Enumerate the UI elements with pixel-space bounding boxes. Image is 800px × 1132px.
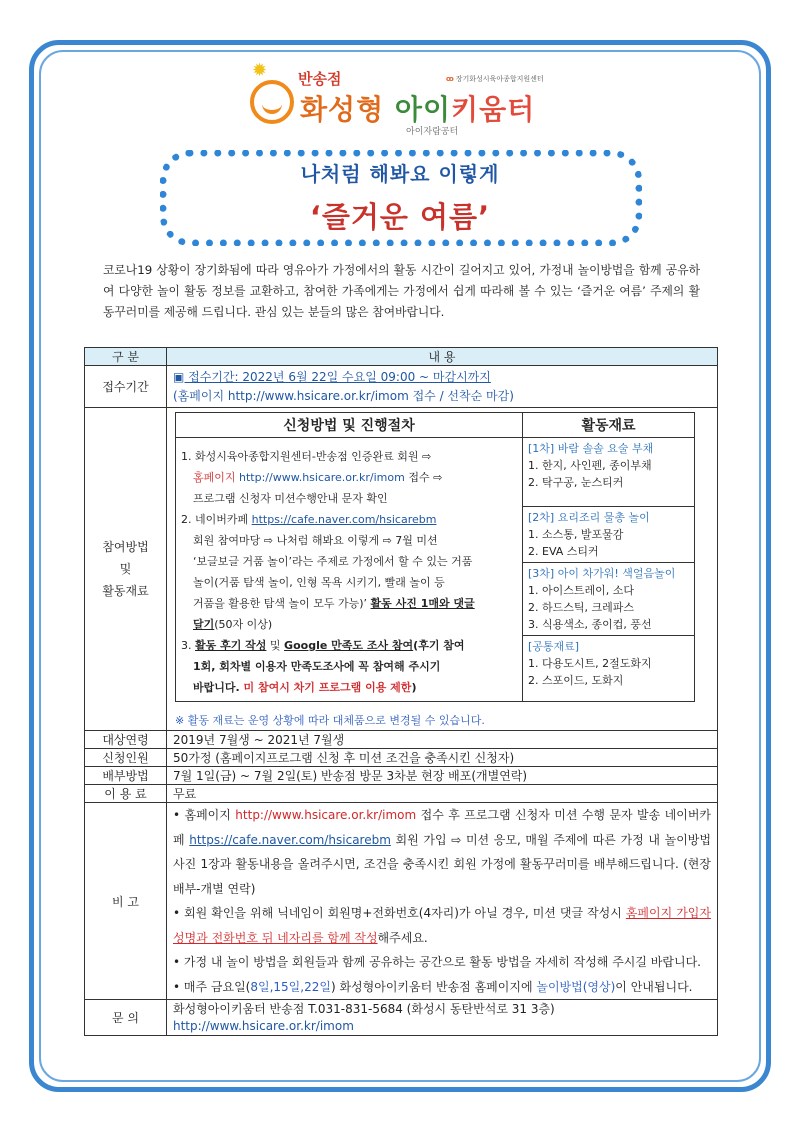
logo-branch: 반송점 xyxy=(298,70,342,88)
center-mark-icon: ꝏ xyxy=(446,75,454,83)
header-content: 내 용 xyxy=(167,348,718,366)
reception-method: (홈페이지 http://www.hsicare.or.kr/imom 접수 / 선착순 마감) xyxy=(173,388,514,403)
reception-row xyxy=(85,366,718,408)
materials-1: [1차] 바람 솔솔 요술 부채 1. 한지, 사인펜, 종이부채 2. 탁구공, 눈스티커 xyxy=(523,438,695,507)
remarks-content: • 홈페이지 http://www.hsicare.or.kr/imom 접수 후 프로그램 신청자 미션 수행 문자 발송 네이버카페 https://cafe.naver.com/hsicarebm 회원 가입 ⇨ 미션 응모, 매월 주제에 따른 가정 내 놀이방법 사진 1장과 활동내용을 올려주시면, 조건을 충족시킨 회원 가정에 활동꾸러미를 배부해드립니다. (현장 배부-개별 연락) • 회원 확인을 위해 닉네임이 회원명+전화번호(4자리)가 아닐 경우, 미션 댓글 작성시 홈페이지 가입자 성명과 전화번호 뒤 네자리를 함께 작성해주세요. • 가정 내 놀이 방법을 회원들과 함께 공유하는 공간으로 활동 방법을 자세히 작성해 주시길 바랍니다. • 매주 금요일(8일,15일,22일) 화성형아이키움터 반송점 홈페이지에 놀이방법(영상)이 안내됩니다. xyxy=(167,803,718,1000)
imom-link[interactable]: http://www.hsicare.or.kr/imom xyxy=(235,808,417,822)
smile-face-icon xyxy=(250,80,294,124)
fee-label: 이 용 료 xyxy=(85,785,167,803)
materials-header: 활동재료 xyxy=(523,413,695,438)
capacity-row xyxy=(85,749,718,767)
materials-note: ※ 활동 재료는 운영 상황에 따라 대체품으로 변경될 수 있습니다. xyxy=(175,714,485,727)
participation-row xyxy=(85,408,718,731)
remarks-cafe-link[interactable]: https://cafe.naver.com/hsicarebm xyxy=(189,832,391,847)
logo-center-name: ꝏ 장기화성시육아종합지원센터 xyxy=(446,75,544,83)
sun-icon: ✹ xyxy=(252,60,268,81)
header-category: 구 분 xyxy=(85,348,167,366)
distribution-value: 7월 1일(금) ~ 7월 2일(토) 반송점 방문 3차분 현장 배포(개별연락) xyxy=(167,767,718,785)
procedure-header: 신청방법 및 진행절차 xyxy=(176,413,523,438)
fee-value: 무료 xyxy=(167,785,718,803)
logo-subtitle: 아이자람공터 xyxy=(406,127,459,137)
program-table xyxy=(84,347,718,1036)
table-header-row xyxy=(85,348,718,366)
logo-title: 화성형 아이키움터 xyxy=(300,93,536,126)
target-value: 2019년 7월생 ~ 2021년 7월생 xyxy=(167,731,718,749)
materials-3: [3차] 아이 차가워! 색얼음놀이 1. 아이스트레이, 소다 2. 하드스틱, 크레파스 3. 식용색소, 종이컵, 풍선 xyxy=(523,563,695,636)
capacity-label: 신청인원 xyxy=(85,749,167,767)
target-row xyxy=(85,731,718,749)
reception-period: ▣ 접수기간: 2022년 6월 22일 수요일 09:00 ~ 마감시까지 xyxy=(173,369,491,384)
reception-label: 접수기간 xyxy=(85,366,167,408)
contact-link[interactable]: http://www.hsicare.or.kr/imom xyxy=(173,1018,354,1033)
procedure-table xyxy=(175,412,695,702)
materials-2: [2차] 요리조리 물총 놀이 1. 소스통, 발포물감 2. EVA 스티커 xyxy=(523,507,695,563)
capacity-value: 50가정 (홈페이지프로그램 신청 후 미션 조건을 충족시킨 신청자) xyxy=(167,749,718,767)
fee-row xyxy=(85,785,718,803)
title-line-2: ‘즐거운 여름’ xyxy=(309,200,491,234)
participation-label: 참여방법 및 활동재료 xyxy=(85,408,167,731)
contact-row xyxy=(85,1000,718,1036)
intro-paragraph: 코로나19 상황이 장기화됨에 따라 영유아가 가정에서의 활동 시간이 길어지고 있어, 가정내 놀이방법을 함께 공유하여 다양한 놀이 활동 정보를 교환하고, 참여한 가족에게는 가정에서 쉽게 따라해 볼 수 있는 ‘즐거운 여름’ 주제의 활동꾸러미를 제공해 드립니다. 관심 있는 분들의 많은 참여바랍니다. xyxy=(103,263,700,319)
contact-label: 문 의 xyxy=(85,1000,167,1036)
materials-common: [공통재료] 1. 다용도시트, 2절도화지 2. 스포이드, 도화지 xyxy=(523,636,695,702)
remarks-label: 비 고 xyxy=(85,803,167,1000)
target-label: 대상연령 xyxy=(85,731,167,749)
contact-info: 화성형아이키움터 반송점 T.031-831-5684 (화성시 동탄반석로 31 3층) xyxy=(173,1001,555,1016)
remarks-row xyxy=(85,803,718,1000)
procedure-steps: 1. 화성시육아종합지원센터-반송점 인증완료 회원 ⇨ 홈페이지 http://www.hsicare.or.kr/imom 접수 ⇨ 프로그램 신청자 미션수행안내 문자 확인 2. 네이버카페 https://cafe.naver.com/hsicarebm 회원 참여마당 ⇨ 나처럼 해봐요 이렇게 ⇨ 7월 미션 ‘보글보글 거품 놀이’라는 주제로 가정에서 할 수 있는 거품 놀이(거품 탐색 놀이, 인형 목욕 시키기, 빨래 놀이 등 거품을 활용한 탐색 놀이 모두 가능)’ 활동 사진 1매와 댓글 달기(50자 이상) 3. 활동 후기 작성 및 Google 만족도 조사 참여(후기 참여 1회, 회차별 이용자 만족도조사에 꼭 참여해 주시기 바랍니다. 미 참여시 차기 프로그램 이용 제한) xyxy=(176,438,523,702)
cafe-link[interactable]: https://cafe.naver.com/hsicarebm xyxy=(251,513,437,526)
distribution-label: 배부방법 xyxy=(85,767,167,785)
distribution-row xyxy=(85,767,718,785)
logo xyxy=(250,60,580,138)
title-line-1: 나처럼 해봐요 이렇게 xyxy=(300,162,500,186)
